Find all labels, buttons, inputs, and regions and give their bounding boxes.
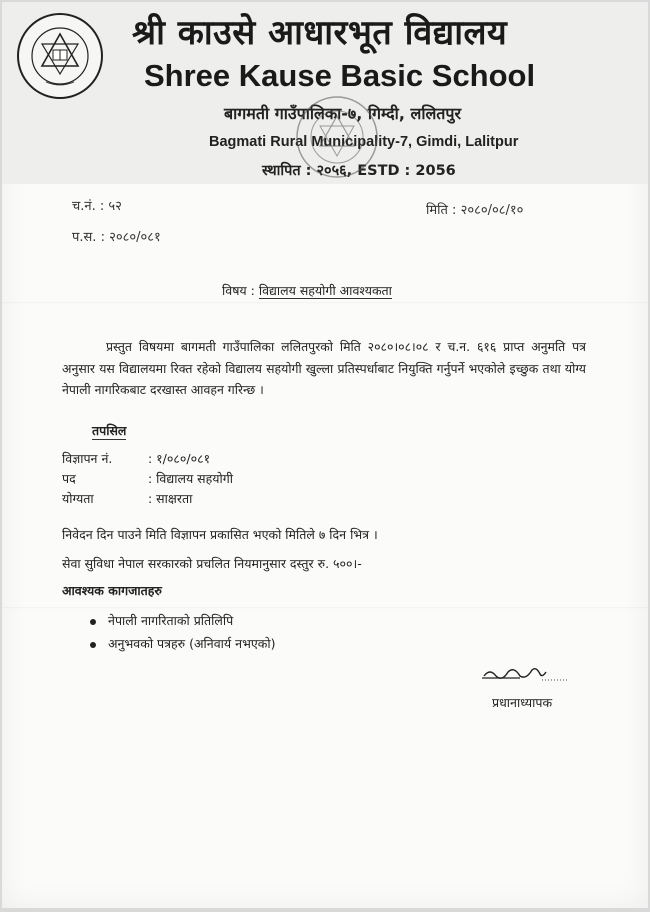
detail-value: : १/०८०/०८१ — [148, 451, 211, 466]
detail-row-position — [62, 470, 233, 487]
documents-heading: आवश्यक कागजातहरु — [62, 583, 162, 598]
detail-key: योग्यता — [62, 491, 94, 506]
paper-fold — [2, 302, 648, 304]
bullet-icon — [90, 642, 96, 648]
letter-date: मिति : २०८०/०८/१० — [426, 203, 524, 218]
subject-value: विद्यालय सहयोगी आवश्यकता — [258, 283, 392, 298]
school-name-english: Shree Kause Basic School — [144, 58, 536, 93]
document-item — [90, 612, 233, 629]
school-logo — [16, 12, 104, 100]
principal-signature — [480, 662, 570, 686]
document-item-text: नेपाली नागरिताको प्रतिलिपि — [108, 613, 234, 628]
bullet-icon — [90, 619, 96, 625]
document-item-text: अनुभवको पत्रहरु (अनिवार्य नभएको) — [108, 636, 276, 651]
detail-key: विज्ञापन नं. — [62, 451, 113, 466]
detail-key: पद — [62, 471, 76, 486]
subject-line — [222, 282, 392, 299]
detail-row-qualification — [62, 490, 192, 507]
address-english: Bagmati Rural Municipality-7, Gimdi, Lalitpur — [209, 134, 519, 150]
subject-label: विषय : — [222, 283, 255, 298]
school-name-nepali: श्री काउसे आधारभूत विद्यालय — [132, 13, 508, 53]
letter-number: च.नं. : ५२ — [72, 199, 122, 214]
deadline-line: निवेदन दिन पाउने मिति विज्ञापन प्रकासित भएको मितिले ७ दिन भित्र । — [62, 527, 378, 542]
detail-value: : विद्यालय सहयोगी — [148, 471, 234, 486]
fee-line: सेवा सुविधा नेपाल सरकारको प्रचलित नियमानुसार दस्तुर रु. ५००।- — [62, 556, 362, 571]
signatory-title: प्रधानाध्यापक — [492, 695, 553, 710]
letter-page — [2, 2, 648, 908]
fiscal-year: प.स. : २०८०/०८१ — [72, 230, 161, 245]
letterhead — [2, 2, 648, 184]
detail-row-ad-number — [62, 450, 210, 467]
details-heading: तपसिल — [92, 423, 127, 438]
paper-fold — [2, 607, 648, 609]
established-year: स्थापित : २०५६, ESTD : 2056 — [262, 163, 456, 179]
address-nepali: बागमती गाउँपालिका-७, गिम्दी, ललितपुर — [224, 104, 462, 123]
body-paragraph: प्रस्तुत विषयमा बागमती गाउँपालिका ललितपुरको मिति २०८०।०८।०८ र च.न. ६१६ प्राप्त अनुमति पत्र अनुसार यस विद्यालयमा रिक्त रहेको विद्यालय सहयोगी खुल्ला प्रतिस्पर्धाबाट नियुक्ति गर्नुपर्ने भएकोले इच्छुक तथा योग्य नेपाली नागरिकबाट दरखास्त आवहन गरिन्छ । — [62, 339, 586, 397]
detail-value: : साक्षरता — [148, 491, 193, 506]
document-item — [90, 635, 276, 652]
school-stamp — [294, 94, 380, 180]
